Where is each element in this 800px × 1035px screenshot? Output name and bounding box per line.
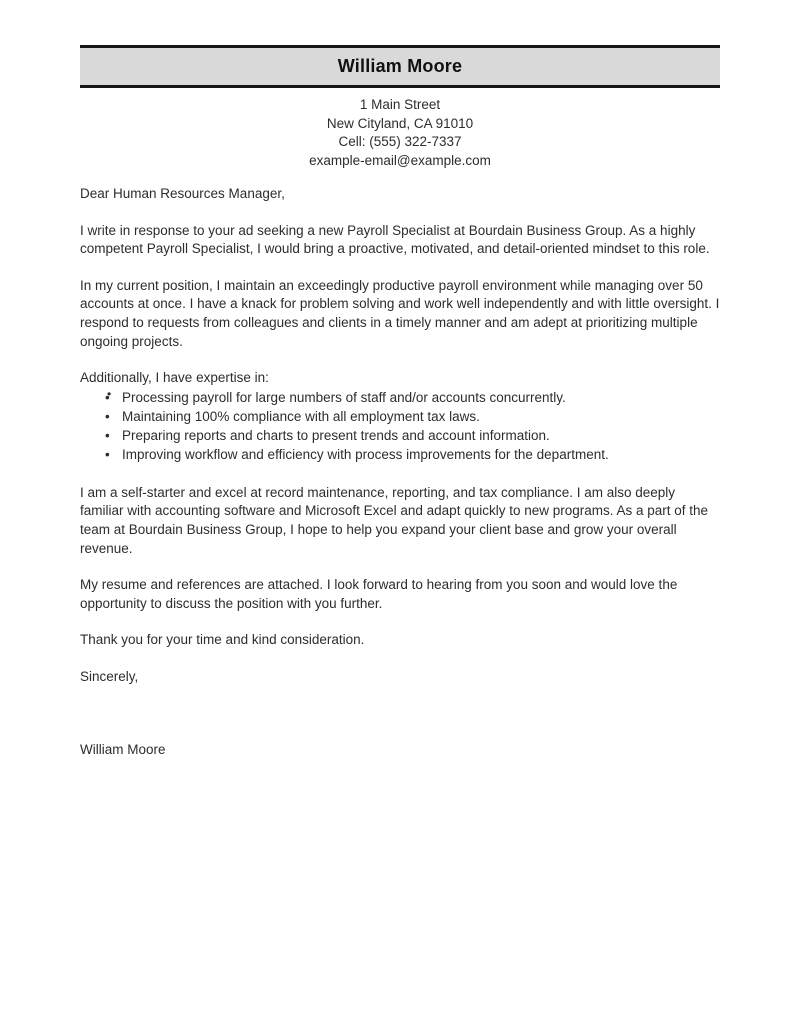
contact-address-line2: New Cityland, CA 91010	[326, 115, 474, 131]
contact-email: example-email@example.com	[309, 152, 491, 168]
signature-name: William Moore	[80, 741, 166, 757]
list-item: • Maintaining 100% compliance with all employment tax laws.	[80, 407, 720, 426]
expertise-intro: Additionally, I have expertise in:	[80, 370, 269, 386]
paragraph-resume-attached: My resume and references are attached. I look forward to hearing from you soon and would love the opportunity to discuss the position with you further.	[80, 577, 678, 611]
page-title: William Moore	[337, 56, 463, 76]
closing: Sincerely,	[80, 668, 139, 684]
paragraph-intro: I write in response to your ad seeking a new Payroll Specialist at Bourdain Business Group. As a highly competent Payroll Specialist, I would bring a proactive, motivated, and detail-oriented mindset to this role.	[80, 222, 710, 257]
list-item: • Preparing reports and charts to present trends and account information.	[80, 426, 720, 445]
list-item: • Improving workflow and efficiency with process improvements for the department.	[80, 445, 720, 464]
contact-address-line1: 1 Main Street	[359, 97, 441, 112]
letter-body	[80, 185, 720, 759]
header-banner	[80, 45, 720, 88]
contact-phone: Cell: (555) 322-7337	[338, 134, 462, 149]
list-item: • Processing payroll for large numbers of staff and/or accounts concurrently.	[80, 388, 720, 407]
salutation: Dear Human Resources Manager,	[80, 186, 285, 201]
paragraph-current-position: In my current position, I maintain an exceedingly productive payroll environment while managing over 50 accounts at once. I have a knack for problem solving and work well independently and with little oversight. I respond to requests from colleagues and clients in a timely manner and am adept at prioritizing multiple ongoing projects.	[80, 277, 720, 349]
contact-block	[80, 96, 720, 170]
paragraph-self-starter: I am a self-starter and excel at record maintenance, reporting, and tax compliance. I am also deeply familiar with accounting software and Microsoft Excel and adapt quickly to new programs. As a part of the team at Bourdain Business Group, I hope to help you expand your client base and grow your overall revenue.	[80, 484, 709, 556]
paragraph-thank-you: Thank you for your time and kind consideration.	[80, 632, 365, 648]
expertise-list	[80, 388, 720, 464]
